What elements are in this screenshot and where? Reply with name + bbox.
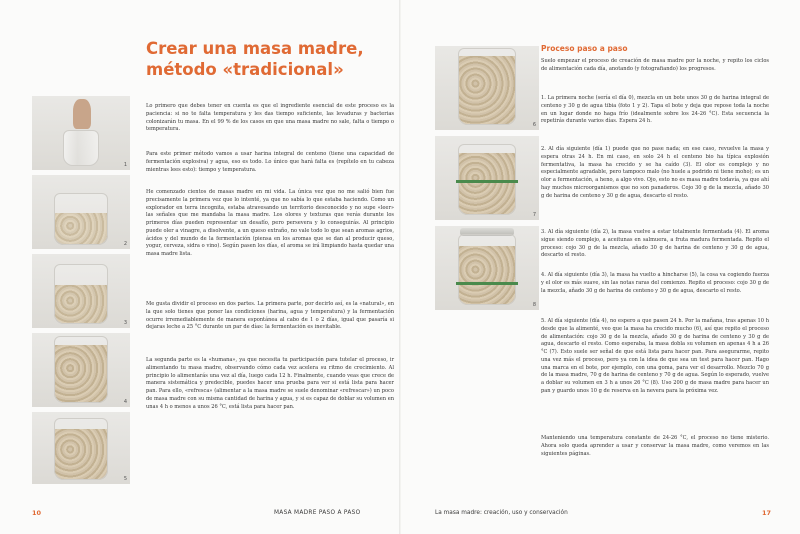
- photo-jar-6: [435, 46, 539, 130]
- section-heading: Proceso paso a paso: [541, 44, 628, 53]
- photo-jar-8: [435, 226, 539, 310]
- left-paragraph-4: Me gusta dividir el proceso en dos partes. La primera parte, por decirlo así, es la «natural», en la que solo tienes que poner las condiciones (harina, agua y temperatura) y la fermentación ocurre irremediablemente de manera espontánea al cabo de 1 o 2 días, igual que pasaría si dejaras leche a 25 °C durante un par de días: la fermentación es inevitable.: [146, 301, 394, 331]
- photo-jar-2: [32, 175, 130, 249]
- left-paragraph-1: Lo primero que debes tener en cuenta es que el ingrediente esencial de este proceso es la paciencia: si no te falta temperatura y les das tiempo suficiente, las levaduras y bacterias colonizarán tu masa. En el 99 % de los casos en que una masa madre no sale, falta o tiempo o temperatura.: [146, 103, 394, 133]
- right-step-3: 3. Al día siguiente (día 2), la masa vuelve a estar totalmente fermentada (4). El aroma sigue siendo complejo, a aceitunas en salmuera, a fruta madura fermentada. Repito el proceso: cojo 30 g de la mezcla, añado 30 g de harina de centeno y 30 g de agua, descarto el resto.: [541, 229, 769, 259]
- photo-jar-1: [32, 96, 130, 170]
- photo-number: 3: [123, 320, 127, 326]
- right-step-4: 4. Al día siguiente (día 3), la masa ha vuelto a hincharse (5), la cosa va cogiendo fuerza y el olor es más suave, sin las notas raras del comienzo. Repito el proceso: cojo 30 g de la mezcla, añado 30 g de harina de centeno y 30 g de agua, descarto el resto.: [541, 272, 769, 294]
- right-page-number: 17: [762, 509, 772, 517]
- photo-jar-4: [32, 333, 130, 407]
- photo-number: 8: [532, 302, 536, 308]
- left-paragraph-2: Para este primer método vamos a usar harina integral de centeno (tiene una capacidad de fermentación explosiva) y agua, eso es todo. Lo único que hará falta es (repítelo en tu cabeza mientras lees esto): tiempo y temperatura.: [146, 151, 394, 173]
- right-step-2: 2. Al día siguiente (día 1) puede que no pase nada; en ese caso, revuelve la masa y espera otras 24 h. En mi caso, en solo 24 h el centeno bio ha típica explosión fermentativa, la masa ha crecido y se ha caído (3). El olor es complejo y no especialmente agradable, pero tampoco malo (no huele a podrido ni tiene moho); es un olor a fermentación, a heno, a algo vivo. Ojo, esto no es masa madre todavía, ya que ahí hay muchos microorganismos que no son panaderos. Cojo 30 g de la mezcla, añado 30 g de harina de centeno y 30 g de agua, descarto el resto.: [541, 146, 769, 199]
- left-page-number: 10: [32, 509, 42, 517]
- photo-number: 7: [532, 212, 536, 218]
- page-title: [146, 38, 396, 80]
- title-line-1: Crear una masa madre,: [146, 39, 364, 58]
- photo-jar-3: [32, 254, 130, 328]
- page-gutter: [399, 0, 401, 534]
- right-running-footer: La masa madre: creación, uso y conservación: [435, 510, 568, 516]
- photo-jar-5: [32, 412, 130, 484]
- title-line-2: método «tradicional»: [146, 60, 344, 79]
- right-paragraph-intro: Suelo empezar el proceso de creación de masa madre por la noche, y repito los ciclos de alimentación cada día, anotando (y fotografiando) los progresos.: [541, 58, 769, 72]
- left-running-footer: MASA MADRE PASO A PASO: [274, 510, 361, 516]
- photo-jar-7: [435, 136, 539, 220]
- right-closing: Manteniendo una temperatura constante de 24-26 °C, el proceso no tiene misterio. Ahora solo queda aprender a usar y conservar la masa madre, como veremos en las siguientes páginas.: [541, 435, 769, 457]
- photo-number: 5: [123, 476, 127, 482]
- photo-number: 4: [123, 399, 127, 405]
- right-step-1: 1. La primera noche (sería el día 0), mezcla en un bote unos 30 g de harina integral de centeno y 30 g de agua tibia (foto 1 y 2). Tapa el bote y deja que repose toda la noche en un lugar donde no haga frío (idealmente sobre los 24-26 °C). Esta secuencia la repetirás durante varios días. Espera 24 h.: [541, 95, 769, 125]
- photo-number: 1: [123, 162, 127, 168]
- left-paragraph-3: He comenzado cientos de masas madre en mi vida. La única vez que no me salió bien fue precisamente la primera vez que lo intenté, ya que no sabía lo que estaba haciendo. Como un explorador en terra incognita, estaba atravesando un territorio desconocido y no supe «leer» las señales que me mandaba la masa madre. Los olores y texturas que verás durante los primeros días pueden representar un desafío, pero persevera y lo conseguirás. Al principio puede oler a vinagre, a disolvente, a un queso extraño, no vale todo lo que sean aromas agrios, ácidos y del mundo de la fermentación (piensa en los aromas que se dan al producir queso, yogur, cerveza, sidra o vino). Según pasen los días, el aroma se irá limpiando hasta quedar una masa madre lista.: [146, 189, 394, 257]
- right-step-5: 5. Al día siguiente (día 4), no espero a que pasen 24 h. Por la mañana, tras apenas 10 h desde que la alimenté, veo que la masa ha crecido mucho (6), así que repito el proceso de alimentación: cojo 30 g de la mezcla, añado 30 g de harina de centeno y 30 g de agua, descarto el resto. Como esperaba, la masa dobla su volumen en apenas 4 h a 26 °C (7). Esto suele ser señal de que está lista para hacer pan. Para asegurarme, repito una vez más el proceso, pero ya con la idea de que sea un test para hacer pan. Hago una marca en el bote, por ejemplo, con una goma, para ver el desarrollo. Mezclo 70 g de la masa madre, 70 g de harina de centeno y 70 g de agua. Según lo esperado, vuelve a doblar su volumen en 3 h a unos 26 °C (8). Uso 200 g de masa madre para hacer un pan y guardo unos 10 g de reserva en la nevera para la próxima vez.: [541, 318, 769, 394]
- photo-number: 6: [532, 122, 536, 128]
- photo-number: 2: [123, 241, 127, 247]
- left-paragraph-5: La segunda parte es la «humana», ya que necesita tu participación para tutelar el proceso, ir alimentando tu masa madre, observando cómo cada vez acelera su ritmo de crecimiento. Al principio lo alimentarás una vez al día, luego cada 12 h. Finalmente, cuando veas que crece de manera sistemática y predecible, puedes hacer una prueba para ver si está lista para hacer pan. Para ello, «refresca» (alimentar a la masa madre se suele denominar «refrescar») un poco de masa madre con su misma cantidad de harina y agua, y si es capaz de doblar su volumen en unas 4 h o menos a unos 26 °C, está lista para hacer pan.: [146, 357, 394, 410]
